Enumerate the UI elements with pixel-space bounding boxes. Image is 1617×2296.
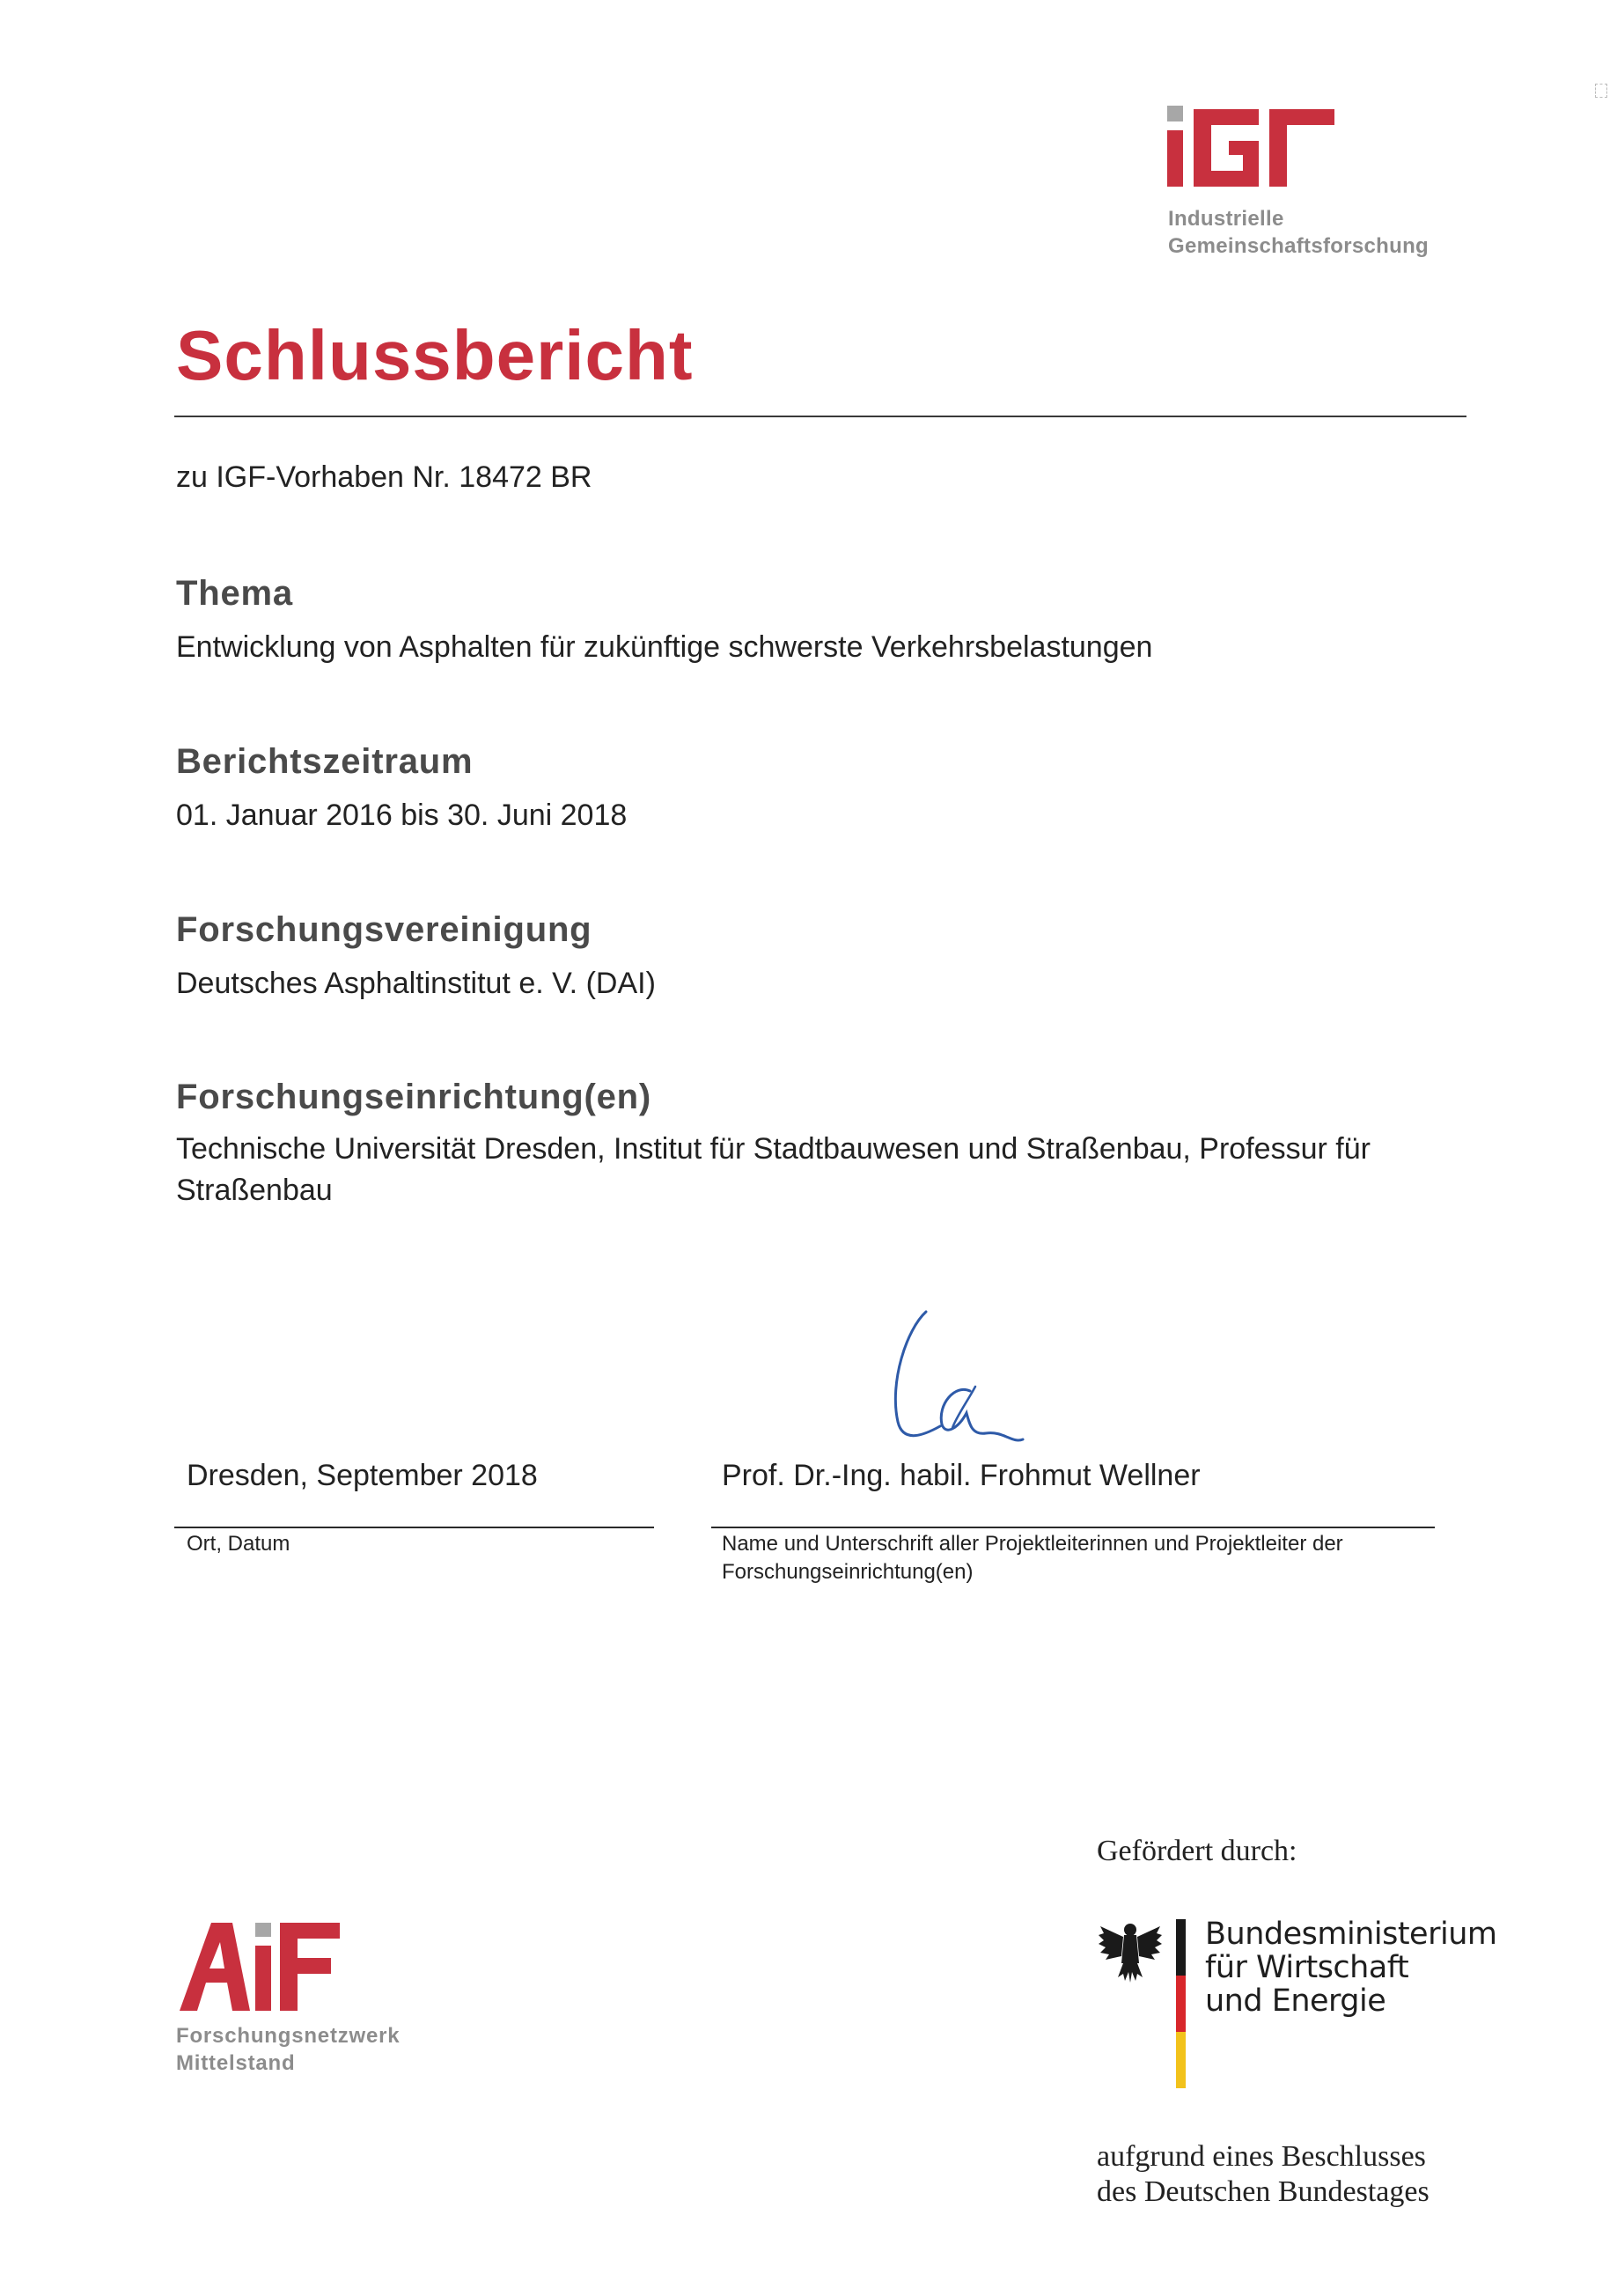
funded-by-label: Gefördert durch:	[1097, 1835, 1297, 1867]
handwritten-signature	[871, 1303, 1047, 1453]
aif-subtitle	[176, 2022, 400, 2077]
section-heading-forschungsvereinigung: Forschungsvereinigung	[176, 910, 592, 949]
igf-logo	[1167, 106, 1431, 194]
section-text-forschungsvereinigung: Deutsches Asphaltinstitut e. V. (DAI)	[176, 967, 656, 1000]
section-heading-thema: Thema	[176, 574, 293, 613]
igf-subtitle	[1168, 205, 1429, 260]
igf-subtitle-line2: Gemeinschaftsforschung	[1168, 234, 1429, 258]
section-text-forschungseinrichtung: Technische Universität Dresden, Institut für Stadtbauwesen und Straßenbau, Professur für Straßenbau	[176, 1132, 1371, 1207]
project-reference: zu IGF-Vorhaben Nr. 18472 BR	[176, 460, 592, 494]
section-text-berichtszeitraum: 01. Januar 2016 bis 30. Juni 2018	[176, 798, 628, 832]
section-heading-berichtszeitraum: Berichtszeitraum	[176, 742, 474, 781]
section-text-thema: Entwicklung von Asphalten für zukünftige schwerste Verkehrsbelastungen	[176, 630, 1153, 664]
ministry-line1: Bundesministerium	[1205, 1917, 1497, 1952]
ministry-line3: und Energie	[1205, 1983, 1386, 2019]
title-divider	[174, 416, 1466, 417]
flag-black	[1176, 1919, 1186, 1976]
place-date-line	[174, 1527, 654, 1528]
place-date-value: Dresden, September 2018	[187, 1459, 538, 1492]
aif-subtitle-line2: Mittelstand	[176, 2051, 296, 2075]
ministry-name	[1205, 1917, 1496, 2018]
scan-corner-mark	[1595, 84, 1607, 98]
aif-logo	[176, 1919, 343, 2014]
bundestag-resolution-note	[1097, 2139, 1430, 2210]
resolution-line1: aufgrund eines Beschlusses	[1097, 2140, 1426, 2173]
signature-label: Name und Unterschrift aller Projektleiterinnen und Projektleiter der Forschungseinrichtung(en)	[722, 1532, 1343, 1584]
igf-subtitle-line1: Industrielle	[1168, 207, 1284, 231]
german-flag-bar	[1176, 1919, 1186, 2088]
aif-subtitle-line1: Forschungsnetzwerk	[176, 2024, 401, 2048]
ministry-line2: für Wirtschaft	[1205, 1950, 1409, 1985]
place-date-label: Ort, Datum	[187, 1532, 290, 1556]
flag-red	[1176, 1976, 1186, 2032]
section-heading-forschungseinrichtung: Forschungseinrichtung(en)	[176, 1078, 651, 1116]
signer-name: Prof. Dr.-Ing. habil. Frohmut Wellner	[722, 1459, 1201, 1492]
signature-line	[711, 1527, 1435, 1528]
document-title: Schlussbericht	[176, 316, 694, 394]
resolution-line2: des Deutschen Bundestages	[1097, 2175, 1430, 2208]
flag-gold	[1176, 2032, 1186, 2088]
federal-eagle-icon	[1097, 1917, 1164, 1986]
